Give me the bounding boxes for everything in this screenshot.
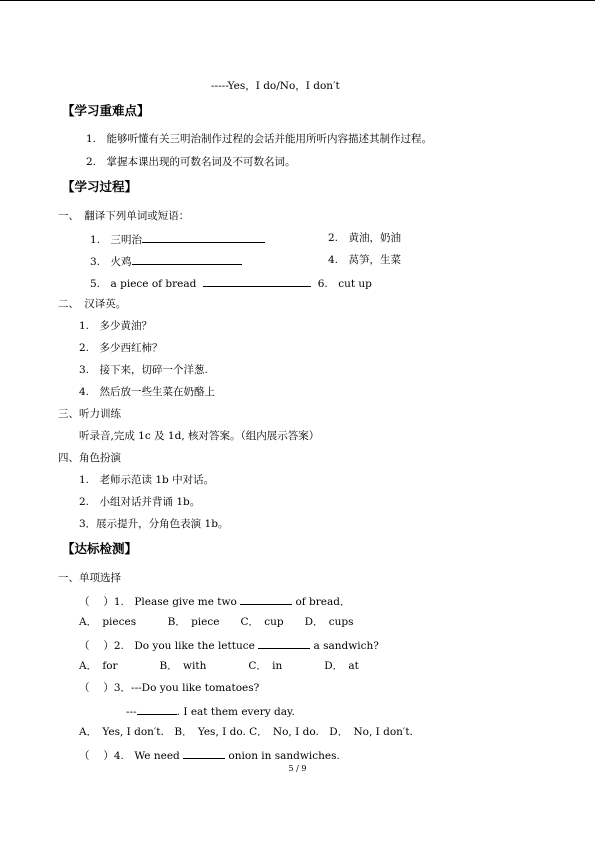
section-title-key-points: 【学习重难点】 xyxy=(62,103,150,118)
answer-blank[interactable] xyxy=(142,232,265,243)
roleplay-item-2: 2. 小组对话并背诵 1b。 xyxy=(79,496,201,508)
answer-blank[interactable] xyxy=(240,594,292,605)
part2-title: 二、 汉译英。 xyxy=(58,298,127,310)
part4-title: 四、角色扮演 xyxy=(58,452,121,464)
translate-item-2: 2. 多少西红柿？ xyxy=(79,342,163,354)
vocab-q1: 1. 三明治 xyxy=(90,232,265,247)
vocab-q5: 5. a piece of bread 6. cut up xyxy=(90,278,372,290)
mc-options-2: A． for B． with C． in D． at xyxy=(79,660,359,672)
section-title-test: 【达标检测】 xyxy=(62,541,138,556)
mc-question-4: （ ）4. We need onion in sandwiches. xyxy=(79,750,340,762)
answer-blank[interactable] xyxy=(132,254,242,265)
vocab-q2: 2. 黄油，奶油 xyxy=(328,232,402,244)
key-point-1: 1. 能够听懂有关三明治制作过程的会话并能用所听内容描述其制作过程。 xyxy=(86,133,433,145)
answer-blank[interactable] xyxy=(183,748,225,759)
mc-options-1: A． pieces B． piece C． cup D． cups xyxy=(79,616,354,628)
part3-title: 三、听力训练 xyxy=(58,408,121,420)
key-point-2: 2. 掌握本课出现的可数名词及不可数名词。 xyxy=(86,156,296,168)
translate-item-3: 3. 接下来，切碎一个洋葱. xyxy=(79,364,208,376)
vocab-q3: 3. 火鸡 xyxy=(90,254,242,269)
listening-instructions: 听录音,完成 1c 及 1d, 核对答案。（组内展示答案） xyxy=(79,430,320,442)
mc-question-3-answer: --- . I eat them every day. xyxy=(126,706,295,718)
vocab-q4: 4. 莴笋，生菜 xyxy=(328,254,402,266)
mc-question-1: （ ）1. Please give me two of bread． xyxy=(79,596,351,608)
answer-blank[interactable] xyxy=(137,704,177,715)
top-border-line xyxy=(0,0,595,1)
mc-options-3: A． Yes, I don′t. B． Yes, I do. C． No, I do. D． No, I don′t. xyxy=(79,726,413,738)
translate-item-4: 4. 然后放一些生菜在奶酪上 xyxy=(79,386,216,398)
mc-question-3: （ ）3．---Do you like tomatoes? xyxy=(79,682,260,694)
translate-item-1: 1. 多少黄油？ xyxy=(79,320,153,332)
multiple-choice-title: 一、单项选择 xyxy=(58,572,121,584)
answer-blank[interactable] xyxy=(258,638,310,649)
answer-blank[interactable] xyxy=(203,276,311,287)
page-number: 5 / 9 xyxy=(288,764,307,773)
mc-question-2: （ ）2. Do you like the lettuce a sandwich? xyxy=(79,640,379,652)
roleplay-item-3: 3．展示提升，分角色表演 1b。 xyxy=(79,518,229,530)
header-answer-line: -----Yes，I do/No，I don′t xyxy=(211,80,340,92)
part1-title: 一、 翻译下列单词或短语： xyxy=(58,210,190,222)
section-title-process: 【学习过程】 xyxy=(62,179,138,194)
roleplay-item-1: 1. 老师示范读 1b 中对话。 xyxy=(79,474,215,486)
